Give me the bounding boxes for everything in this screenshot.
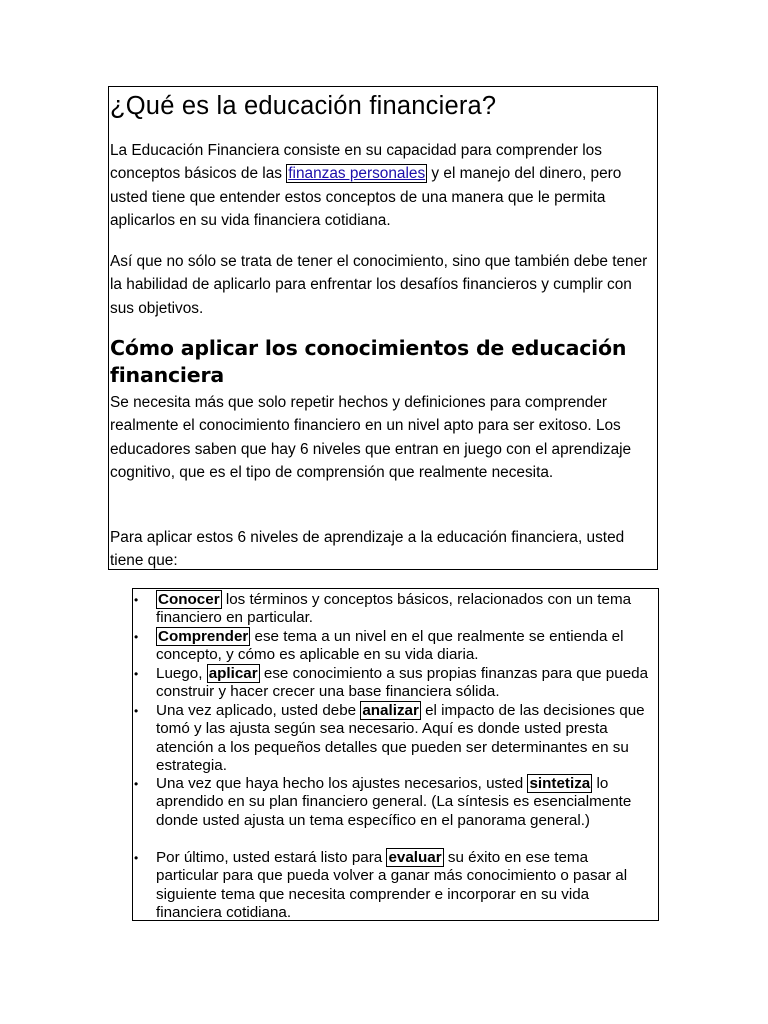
- keyword-aplicar: aplicar: [208, 665, 258, 682]
- finanzas-personales-link[interactable]: finanzas personales: [288, 165, 426, 183]
- item-text-start: Por último, usted estará listo para: [156, 849, 387, 866]
- item-text-end: ese tema a un nivel en el que realmente se entienda el concepto, y cómo es aplicable en su vida diaria.: [156, 628, 624, 664]
- list-item: [133, 665, 653, 702]
- list-item: [133, 849, 653, 923]
- item-text-end: su éxito en ese tema particular para que pueda volver a ganar más conocimiento o pasar al siguiente tema que necesita comprender e incorporar en su vida financiera cotidiana.: [156, 849, 628, 922]
- item-text-start: Una vez que haya hecho los ajustes necesarios, usted: [156, 775, 528, 792]
- item-text-start: Una vez aplicado, usted debe: [156, 702, 361, 719]
- intro-text-start: La Educación Financiera consiste en su capacidad para comprender los conceptos básicos de las: [110, 142, 602, 183]
- cognitive-levels-paragraph: Se necesita más que solo repetir hechos y definiciones para comprender realmente el conocimiento financiero en un nivel apto para ser exitoso. Los educadores saben que hay 6 niveles que entran en juego con el aprendizaje cognitivo, que es el tipo de comprensión que realmente necesita.: [110, 394, 632, 482]
- keyword-sintetiza: sintetiza: [529, 775, 591, 792]
- list-item: [133, 702, 653, 776]
- bullet-icon: •: [134, 851, 139, 865]
- keyword-comprender: Comprender: [158, 628, 249, 645]
- bullet-icon: •: [134, 630, 139, 644]
- list-item: [133, 775, 653, 830]
- item-text-end: el impacto de las decisiones que tomó y las ajusta según sea necesario. Aquí es donde usted presta atención a los pequeños detalles que pueden ser determinantes en su estrategia.: [156, 702, 645, 775]
- item-text-end: lo aprendido en su plan financiero general. (La síntesis es esencialmente donde usted ajusta un tema específico en el panorama general.): [156, 775, 632, 829]
- intro-paragraph: [110, 139, 655, 233]
- item-text-end: los términos y conceptos básicos, relacionados con un tema financiero en particular.: [156, 591, 632, 627]
- section-heading: Cómo aplicar los conocimientos de educación financiera: [110, 336, 627, 387]
- intro-text-end: y el manejo del dinero, pero usted tiene que entender estos conceptos de una manera que le permita aplicarlos en su vida financiera cotidiana.: [110, 165, 622, 230]
- page-title: ¿Qué es la educación financiera?: [110, 92, 497, 120]
- item-text-start: Luego,: [156, 665, 207, 682]
- item-text-end: ese conocimiento a sus propias finanzas para que pueda construir y hacer crecer una base financiera sólida.: [156, 665, 649, 701]
- bullet-icon: •: [134, 667, 139, 681]
- steps-section: [132, 588, 659, 921]
- intro-section: [108, 86, 658, 570]
- list-item: [133, 628, 653, 665]
- keyword-evaluar: evaluar: [388, 849, 442, 866]
- list-item: [133, 591, 653, 628]
- apply-levels-paragraph: Para aplicar estos 6 niveles de aprendizaje a la educación financiera, usted tiene que:: [110, 529, 625, 570]
- keyword-analizar: analizar: [362, 702, 419, 719]
- knowledge-paragraph: Así que no sólo se trata de tener el conocimiento, sino que también debe tener la habilidad de aplicarlo para enfrentar los desafíos financieros y cumplir con sus objetivos.: [110, 253, 648, 317]
- keyword-conocer: Conocer: [158, 591, 220, 608]
- bullet-icon: •: [134, 777, 139, 791]
- bullet-icon: •: [134, 704, 139, 718]
- bullet-icon: •: [134, 593, 139, 607]
